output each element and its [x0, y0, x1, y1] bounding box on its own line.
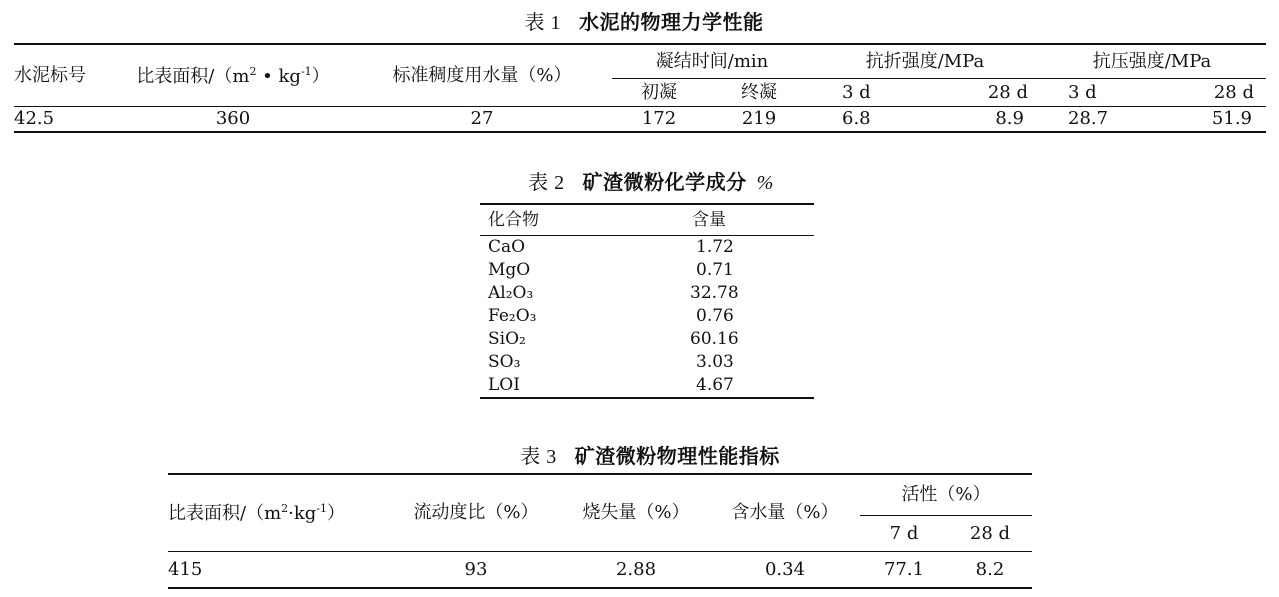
table1-caption — [494, 6, 794, 35]
cell-initial-set: 172 — [641, 108, 677, 129]
cell-compound: Al₂O₃ — [488, 283, 534, 303]
cell-content: 0.76 — [696, 306, 734, 326]
header-comp-3d: 3 d — [1038, 79, 1156, 107]
table3-number: 表 3 — [520, 446, 557, 468]
table-row — [480, 351, 814, 374]
header-initial-set: 初凝 — [612, 79, 706, 107]
header-surface-area: 比表面积$/(m^2$ • $kg^{-1}$） — [114, 44, 352, 107]
cell-content: 4.67 — [696, 375, 734, 395]
table-row — [480, 328, 814, 351]
header-activity-7d: 7 d — [860, 516, 948, 552]
table3-caption — [470, 440, 830, 469]
cell-content: 3.03 — [696, 352, 734, 372]
header-compound: 化合物 — [488, 209, 539, 230]
cell-surface-area: 360 — [215, 108, 251, 129]
cell-grade: 42.5 — [14, 108, 55, 129]
header-comp-28d: 28 d — [1156, 79, 1266, 107]
header-ignition-loss: 烧失量（%） — [562, 474, 710, 552]
cell-flex-3d: 6.8 — [842, 108, 871, 129]
cell-compound: SO₃ — [488, 352, 521, 372]
table2-unit: % — [756, 172, 774, 194]
header-flexural-strength: 抗折强度/MPa — [812, 44, 1038, 79]
cell-final-set: 219 — [741, 108, 777, 129]
header-water-content: 含水量（%） — [710, 474, 860, 552]
slag-physical-properties-table — [168, 473, 1032, 589]
header-setting-time: 凝结时间/min — [612, 44, 812, 79]
cell-activity-28d: 8.2 — [975, 558, 1005, 580]
cement-properties-table — [14, 43, 1266, 133]
header-final-set: 终凝 — [706, 79, 812, 107]
cell-content: 0.71 — [696, 260, 734, 280]
cell-content: 60.16 — [690, 329, 739, 349]
header-consistency: 标准稠度用水量（%） — [352, 44, 612, 107]
cell-consistency: 27 — [470, 108, 494, 129]
table-row — [480, 374, 814, 398]
header-compressive-strength: 抗压强度/MPa — [1038, 44, 1266, 79]
header-flow-ratio: 流动度比（%） — [390, 474, 562, 552]
cell-water-content: 0.34 — [764, 558, 806, 580]
table-row — [480, 259, 814, 282]
table2-title: 矿渣微粉化学成分 — [582, 170, 747, 194]
table-row — [168, 552, 1032, 589]
table-row — [14, 107, 1266, 133]
cell-content: 32.78 — [690, 283, 739, 303]
cell-content: 1.72 — [696, 237, 734, 257]
cell-compound: MgO — [488, 260, 531, 280]
table-row — [480, 282, 814, 305]
table1-number: 表 1 — [524, 12, 561, 34]
header-flex-28d: 28 d — [928, 79, 1038, 107]
table2-caption — [486, 166, 816, 195]
table-row — [480, 305, 814, 328]
table3-title: 矿渣微粉物理性能指标 — [574, 444, 780, 468]
cell-compound: SiO₂ — [488, 329, 526, 349]
cell-ignition-loss: 2.88 — [615, 558, 657, 580]
cell-compound: LOI — [488, 375, 520, 395]
cell-flow-ratio: 93 — [464, 558, 488, 580]
table-row — [480, 236, 814, 260]
slag-chemical-composition-table — [480, 203, 814, 399]
table1-title: 水泥的物理力学性能 — [579, 10, 764, 34]
cell-comp-28d: 51.9 — [1211, 108, 1252, 129]
cell-compound: Fe₂O₃ — [488, 306, 537, 326]
table2-number: 表 2 — [528, 172, 565, 194]
header-activity-28d: 28 d — [948, 516, 1032, 552]
header-content: 含量 — [692, 209, 726, 230]
header-flex-3d: 3 d — [812, 79, 928, 107]
cell-compound: CaO — [488, 237, 526, 257]
cell-comp-3d: 28.7 — [1068, 108, 1109, 129]
cell-flex-28d: 8.9 — [995, 108, 1024, 129]
header-surface-area: 比表面积$/(m^2\cdot kg^{-1})$ — [168, 474, 390, 552]
header-activity: 活性（%） — [860, 474, 1032, 516]
header-grade: 水泥标号 — [14, 44, 114, 107]
cell-activity-7d: 77.1 — [883, 558, 925, 580]
cell-surface-area: 415 — [168, 558, 203, 580]
